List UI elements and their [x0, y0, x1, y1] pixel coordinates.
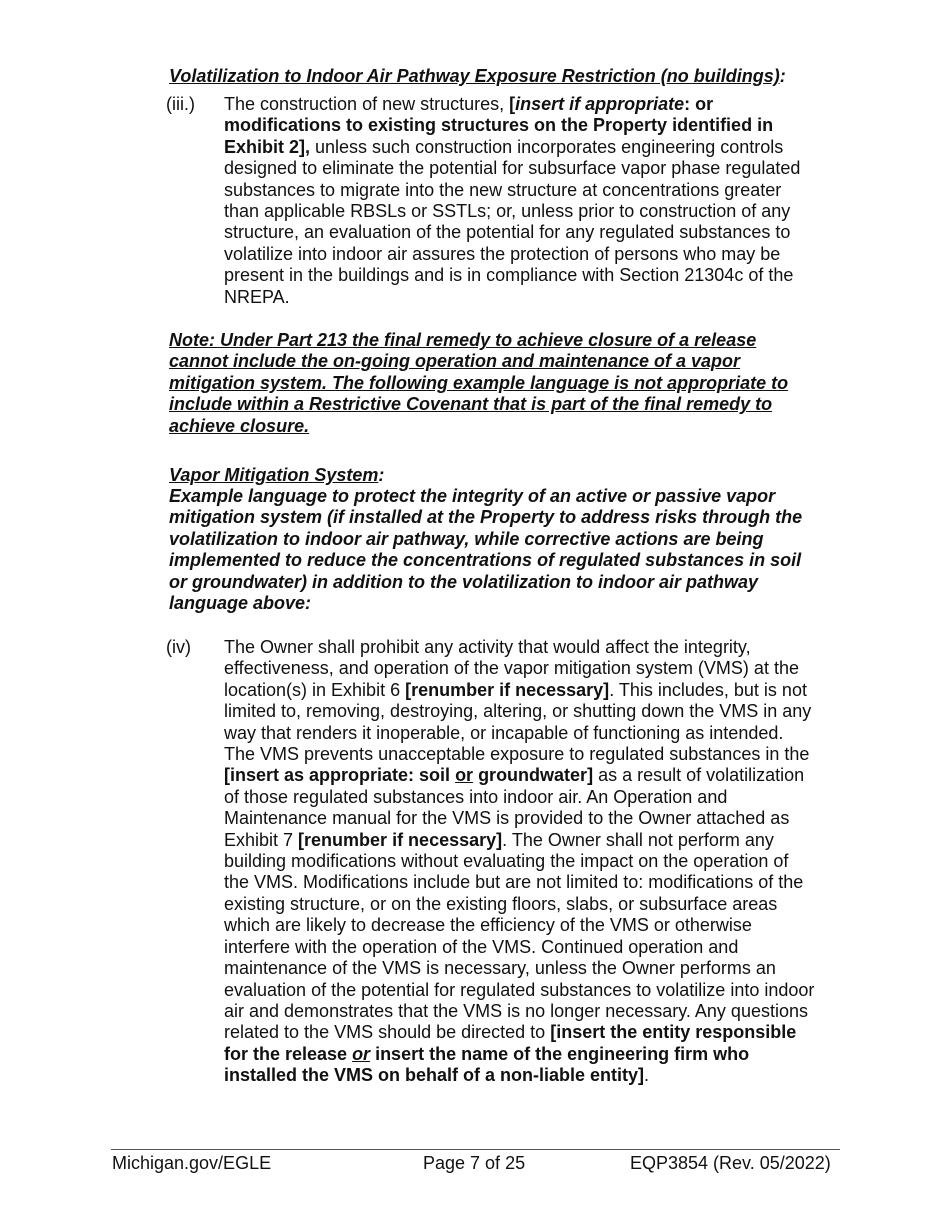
- item-number: (iv): [166, 637, 191, 657]
- example-language-paragraph: Example language to protect the integrity of an active or passive vapor mitigation system (if installed at the Property to address risks through the volatilization to indoor air pathway, while corrective actions are being implemented to reduce the concentrations of regulated substances in soil or groundwater) in addition to the volatilization to indoor air pathway language above:: [169, 486, 803, 614]
- footer-divider: [111, 1149, 840, 1150]
- footer-page-number: Page 7 of 25: [423, 1153, 526, 1173]
- item-text: The Owner shall prohibit any activity that would affect the integrity, effectiveness, and operation of the vapor mitigation system (VMS) at the location(s) in Exhibit 6 [renumber if necessary]. This includes, but is not limited to, removing, destroying, altering, or shutting down the VMS in any way that renders it inoperable, or incapable of functioning as intended. The VMS prevents unacceptable exposure to regulated substances in the [insert as appropriate: soil or groundwater] as a result of volatilization of those regulated substances into indoor air. An Operation and Maintenance manual for the VMS is provided to the Owner attached as Exhibit 7 [renumber if necessary]. The Owner shall not perform any building modifications without evaluating the impact on the operation of the VMS. Modifications include but are not limited to: modifications of the existing structure, or on the existing floors, slabs, or subsurface areas which are likely to decrease the efficiency of the VMS or otherwise interfere with the operation of the VMS. Continued operation and maintenance of the VMS is necessary, unless the Owner performs an evaluation of the potential for regulated substances to volatilize into indoor air and demonstrates that the VMS is no longer necessary. Any questions related to the VMS should be directed to [insert the entity responsible for the release or insert the name of the engineering firm who installed the VMS on behalf of a non-liable entity].: [224, 637, 815, 1086]
- footer-website: Michigan.gov/EGLE: [112, 1153, 272, 1173]
- item-number: (iii.): [166, 94, 195, 114]
- footer-form-number: EQP3854 (Rev. 05/2022): [630, 1153, 831, 1173]
- section-heading-vms: Vapor Mitigation System:: [169, 465, 385, 485]
- section-heading-no-buildings: Volatilization to Indoor Air Pathway Exposure Restriction (no buildings):: [169, 66, 786, 86]
- note-paragraph: Note: Under Part 213 the final remedy to achieve closure of a release cannot include the on-going operation and maintenance of a vapor mitigation system. The following example language is not appropriate to include within a Restrictive Covenant that is part of the final remedy to achieve closure.: [169, 330, 789, 436]
- item-text: The construction of new structures, [insert if appropriate: or modifications to existing structures on the Property identified in Exhibit 2], unless such construction incorporates engineering controls designed to eliminate the potential for subsurface vapor phase regulated substances to migrate into the new structure at concentrations greater than applicable RBSLs or SSTLs; or, unless prior to construction of any structure, an evaluation of the potential for any regulated substances to volatilize into indoor air assures the protection of persons who may be present in the buildings and is in compliance with Section 21304c of the NREPA.: [224, 94, 801, 307]
